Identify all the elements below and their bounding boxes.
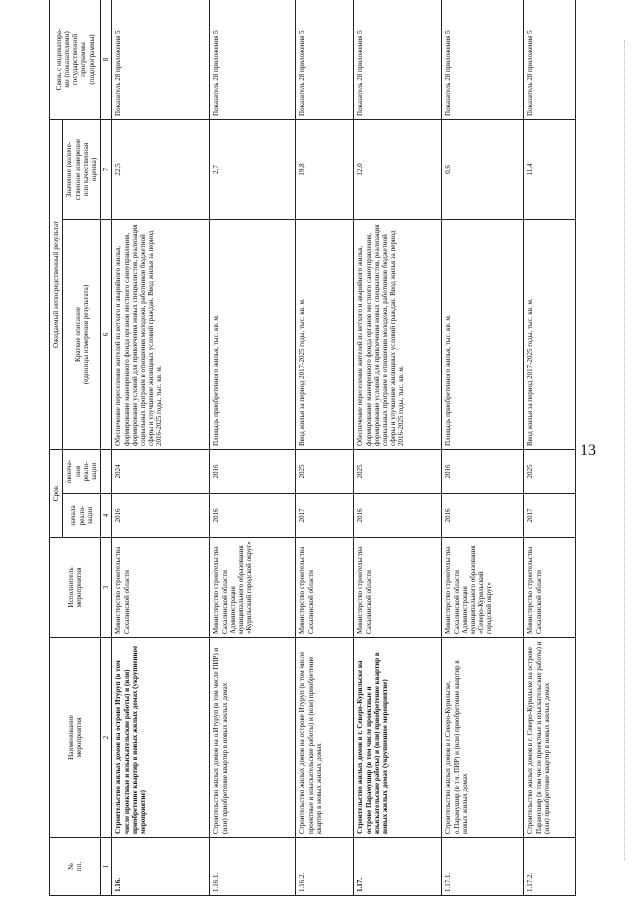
table-row	[442, 0, 524, 896]
row-end: 2025	[296, 449, 354, 493]
row-link: Показатель 28 приложения 5	[524, 0, 576, 119]
row-link: Показатель 28 приложения 5	[354, 0, 442, 119]
table-row	[524, 0, 576, 896]
row-end: 2016	[442, 449, 524, 493]
row-executor: Министерство строительства Сахалинской области Администрация муниципального образования «Северо-Курильский городской округ»	[442, 538, 524, 638]
table-body	[112, 0, 576, 896]
row-start: 2017	[296, 494, 354, 538]
col-number: 2	[101, 638, 112, 838]
row-value: 19,8	[296, 119, 354, 219]
row-value: 0,6	[442, 119, 524, 219]
col-number: 4	[101, 494, 112, 538]
header-link: Связь с индикатора- ми (показателями) государственной программы (подпрограммы)	[50, 0, 101, 119]
row-executor: Министерство строительства Сахалинской области Администрация муниципального образования «Курильский городской округ»	[210, 538, 296, 638]
row-value: 11,4	[524, 119, 576, 219]
row-description: Обеспечение переселения жителей из ветхого и аварийного жилья, формирование маневренного фонда органов местного самоуправления, формирование условий для привлечения новых специалистов, реализация социальных программ в отношении молодежи, работников бюджетной сферы и улучшение жилищных условий граждан. Ввод жилья за период 2016-2025 годы, тыс. кв. м.	[112, 219, 210, 449]
header-num: № пп.	[50, 838, 101, 896]
row-start: 2016	[112, 494, 210, 538]
row-start: 2016	[354, 494, 442, 538]
row-name: Строительство жилых домов в г. Северо-Курильске на острове Парамушир (в том числе проектные и изыскательские работы) и (или) приобретение квартир в новых жилых домах	[524, 638, 576, 838]
row-executor: Министерство строительства Сахалинской области	[296, 538, 354, 638]
row-start: 2016	[442, 494, 524, 538]
scan-margin-dots	[624, 40, 626, 860]
row-description: Обеспечение переселения жителей из ветхого и аварийного жилья, формирование маневренного фонда органов местного самоуправления, формирование условий для привлечения новых специалистов, реализация социальных программ в отношении молодежи, работников бюджетной сферы и улучшение жилищных условий граждан. Ввод жилья за период 2016-2025 годы, тыс. кв. м.	[354, 219, 442, 449]
col-number: 6	[101, 219, 112, 449]
table-row	[354, 0, 442, 896]
row-num: 1.17.2.	[524, 838, 576, 896]
row-value: 22,5	[112, 119, 210, 219]
row-num: 1.17.	[354, 838, 442, 896]
row-num: 1.16.1.	[210, 838, 296, 896]
row-link: Показатель 28 приложения 5	[210, 0, 296, 119]
row-num: 1.16.2.	[296, 838, 354, 896]
row-end: 2016	[210, 449, 296, 493]
table-row	[210, 0, 296, 896]
col-number: 1	[101, 838, 112, 896]
row-name: Строительство жилых домов на острове Итуруп (в том числе проектные и изыскательские работы) и (или) приобретение квартир в новых жилых домах (укрупненное мероприятие)	[112, 638, 210, 838]
row-value: 12,0	[354, 119, 442, 219]
row-description: Площадь приобретенного жилья, тыс. кв. м.	[210, 219, 296, 449]
col-number: 3	[101, 538, 112, 638]
row-link: Показатель 28 приложения 5	[296, 0, 354, 119]
col-number	[101, 449, 112, 493]
row-end: 2025	[354, 449, 442, 493]
row-link: Показатель 28 приложения 5	[112, 0, 210, 119]
row-executor: Министерство строительства Сахалинской области	[112, 538, 210, 638]
row-name: Строительство жилых домов на о.Итуруп (в том числе ПИР) и (или) приобретение квартир в новых жилых домах	[210, 638, 296, 838]
row-start: 2017	[524, 494, 576, 538]
row-name: Строительство жилых домов на острове Итуруп (в том числе проектные и изыскательские работы) и (или) приобретение квартир в новых жилых домах	[296, 638, 354, 838]
rotated-table-container	[49, 0, 569, 896]
table-row	[296, 0, 354, 896]
row-description: Площадь приобретенного жилья, тыс. кв. м.	[442, 219, 524, 449]
header-value: Значение (количе- ственное измерение или качественная оценка)	[63, 119, 101, 219]
row-description: Ввод жилья за период 2017-2025 годы, тыс. кв. м.	[296, 219, 354, 449]
column-number-row	[101, 0, 112, 896]
header-end: оконча- ния реали- зации	[63, 449, 101, 493]
table-row	[112, 0, 210, 896]
row-num: 1.16.	[112, 838, 210, 896]
row-executor: Министерство строительства Сахалинской области	[354, 538, 442, 638]
row-start: 2016	[210, 494, 296, 538]
header-start: начала реали- зации	[63, 494, 101, 538]
measures-table	[49, 0, 576, 896]
header-result: Ожидаемый непосредственный результат	[50, 119, 63, 449]
col-number: 8	[101, 0, 112, 119]
header-executor: Исполнитель мероприятия	[50, 538, 101, 638]
header-name: Наименование мероприятия	[50, 638, 101, 838]
page-number: 13	[580, 442, 596, 459]
header-term: Срок	[50, 449, 63, 537]
row-link: Показатель 28 приложения 5	[442, 0, 524, 119]
col-number: 7	[101, 119, 112, 219]
header-short-description: Краткое описание (единицы измерения результата)	[63, 219, 101, 449]
row-num: 1.17.1.	[442, 838, 524, 896]
table-header	[50, 0, 112, 896]
row-value: 2,7	[210, 119, 296, 219]
row-name: Строительство жилых домов в г. Северо-Курильске на острове Парамушир (в том числе проектные и изыскательские работы) и (или) приобретение квартир в новых жилых домах (укрупненное мероприятие)	[354, 638, 442, 838]
row-end: 2025	[524, 449, 576, 493]
row-name: Строительство жилых домов в г.Северо-Курильске, о.Парамушир (в т.ч. ПИР) и (или) приобретение квартир в новых жилых домах	[442, 638, 524, 838]
row-end: 2024	[112, 449, 210, 493]
row-description: Ввод жилья за период 2017-2025 годы, тыс. кв. м.	[524, 219, 576, 449]
row-executor: Министерство строительства Сахалинской области	[524, 538, 576, 638]
